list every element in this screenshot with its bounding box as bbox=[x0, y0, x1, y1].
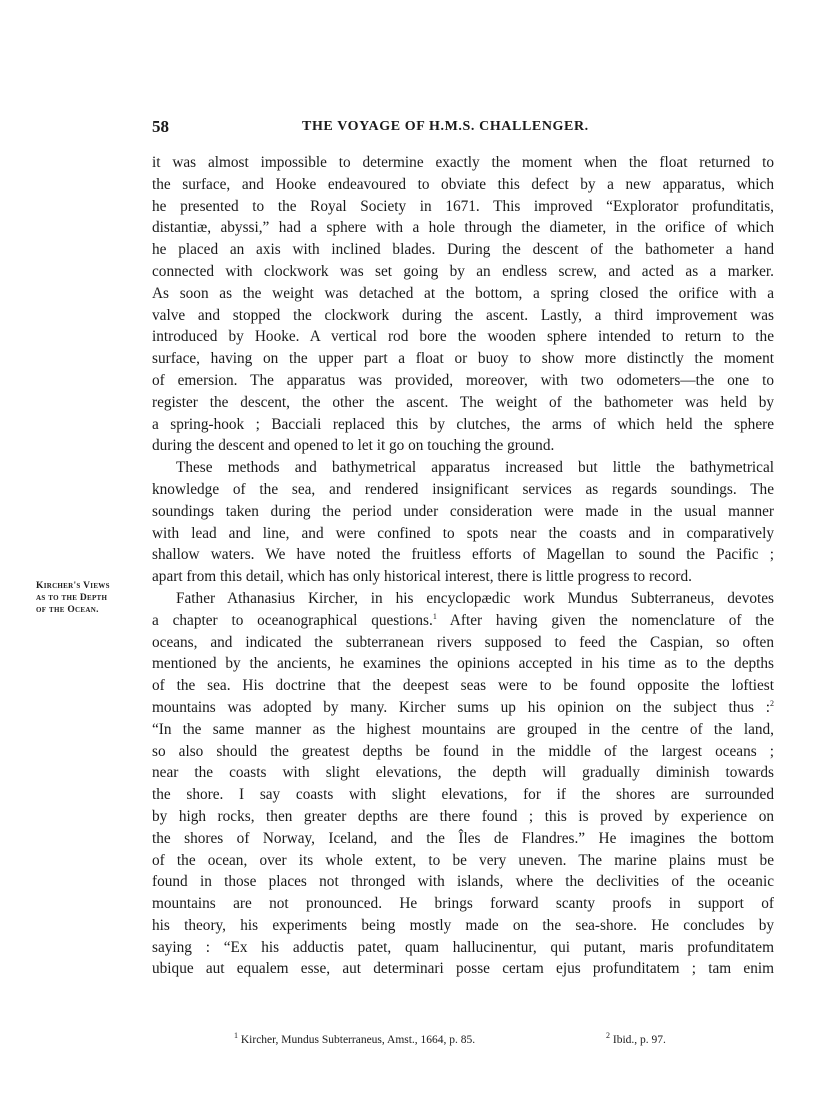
text-run: a chapter to oceanographical questions. bbox=[152, 611, 433, 629]
marginal-note-line: of the Ocean. bbox=[36, 605, 99, 615]
text-line bbox=[152, 697, 774, 719]
footnote-1 bbox=[234, 1031, 476, 1046]
text-line: his theory, his experiments being mostly made on the sea-shore. He concludes by bbox=[152, 916, 774, 934]
text-line: it was almost impossible to determine exactly the moment when the float returned to bbox=[152, 154, 774, 171]
text-line: connected with clockwork was set going by an endless screw, and acted as a marker. bbox=[152, 262, 774, 280]
text-line: he presented to the Royal Society in 1671. This improved “Explorator profunditatis, bbox=[152, 197, 774, 215]
text-line: “In the same manner as the highest mountains are grouped in the centre of the land, bbox=[152, 720, 774, 738]
text-line: valve and stopped the clockwork during the ascent. Lastly, a third improvement was bbox=[152, 306, 774, 324]
text-line: near the coasts with slight elevations, the depth will gradually diminish towards bbox=[152, 764, 774, 782]
footnote-mark: 1 bbox=[234, 1031, 238, 1041]
marginal-note-line: Kircher's Views bbox=[36, 581, 110, 591]
text-line: distantiæ, abyssi,” had a sphere with a hole through the diameter, in the orifice of which bbox=[152, 219, 774, 237]
footnote-text: Ibid., p. 97. bbox=[610, 1034, 666, 1046]
text-line bbox=[152, 610, 774, 632]
text-line: apart from this detail, which has only historical interest, there is little progress to record. bbox=[152, 568, 692, 586]
text-line: register the descent, the other the ascent. The weight of the bathometer was held by bbox=[152, 393, 774, 411]
text-line: shallow waters. We have noted the fruitless efforts of Magellan to sound the Pacific ; bbox=[152, 546, 774, 564]
footnote-2 bbox=[606, 1031, 666, 1046]
text-line: surface, having on the upper part a float or buoy to show more distinctly the moment bbox=[152, 350, 774, 368]
footnote-text: Kircher, Mundus Subterraneus, Amst., 1664, p. 85. bbox=[238, 1034, 476, 1046]
paragraph-1 bbox=[152, 152, 774, 457]
text-line: during the descent and opened to let it go on touching the ground. bbox=[152, 437, 555, 455]
text-line: As soon as the weight was detached at the bottom, a spring closed the orifice with a bbox=[152, 284, 774, 302]
paragraph-3 bbox=[152, 588, 774, 980]
text-line: found in those places not thronged with islands, where the declivities of the oceanic bbox=[152, 873, 774, 891]
paragraph-2 bbox=[152, 457, 774, 588]
text-line: knowledge of the sea, and rendered insignificant services as regards soundings. The bbox=[152, 480, 774, 498]
text-line: the surface, and Hooke endeavoured to obviate this defect by a new apparatus, which bbox=[152, 175, 774, 193]
text-line: Father Athanasius Kircher, in his encyclopædic work Mundus Subterraneus, devotes bbox=[176, 589, 774, 607]
text-line: by high rocks, then greater depths are there found ; this is proved by experience on bbox=[152, 807, 774, 825]
text-line: the shores of Norway, Iceland, and the Îles de Flandres.” He imagines the bottom bbox=[152, 829, 774, 847]
page-number: 58 bbox=[152, 117, 169, 136]
text-run: mountains was adopted by many. Kircher sums up his opinion on the subject thus : bbox=[152, 698, 770, 716]
text-line: of the sea. His doctrine that the deepest seas were to be found opposite the loftiest bbox=[152, 677, 774, 695]
text-line: saying : “Ex his adductis patet, quam hallucinentur, qui putant, maris profunditatem bbox=[152, 938, 774, 956]
running-title: THE VOYAGE OF H.M.S. CHALLENGER. bbox=[302, 119, 589, 134]
footnotes bbox=[152, 1031, 774, 1050]
text-line: soundings taken during the period under consideration were made in the usual manner bbox=[152, 502, 774, 520]
text-line: of emersion. The apparatus was provided, moreover, with two odometers—the one to bbox=[152, 371, 774, 389]
footnote-ref: 2 bbox=[770, 698, 774, 708]
text-line: so also should the greatest depths be found in the middle of the largest oceans ; bbox=[152, 742, 774, 760]
marginal-note-line: as to the Depth bbox=[36, 593, 108, 603]
body-text bbox=[152, 152, 774, 980]
text-line: oceans, and indicated the subterranean rivers supposed to feed the Caspian, so often bbox=[152, 633, 774, 651]
text-run: After having given the nomenclature of the bbox=[436, 611, 774, 629]
text-line: the shore. I say coasts with slight elevations, for if the shores are surrounded bbox=[152, 786, 774, 804]
text-line: of the ocean, over its whole extent, to be very uneven. The marine plains must be bbox=[152, 851, 774, 869]
page-header bbox=[152, 117, 774, 139]
footnote-mark: 2 bbox=[606, 1031, 610, 1041]
text-line: ubique aut equalem esse, aut determinari posse certam ejus profunditatem ; tam enim bbox=[152, 960, 774, 978]
text-line: mountains are not pronounced. He brings forward scanty proofs in support of bbox=[152, 895, 774, 913]
text-line: introduced by Hooke. A vertical rod bore the wooden sphere intended to return to the bbox=[152, 328, 774, 346]
text-line: he placed an axis with inclined blades. During the descent of the bathometer a hand bbox=[152, 241, 774, 259]
text-line: a spring-hook ; Bacciali replaced this by clutches, the arms of which held the sphere bbox=[152, 415, 774, 433]
text-line: with lead and line, and were confined to spots near the coasts and in comparatively bbox=[152, 524, 774, 542]
text-line: These methods and bathymetrical apparatus increased but little the bathymetrical bbox=[176, 459, 774, 477]
footnote-ref: 1 bbox=[432, 611, 437, 621]
text-line: mentioned by the ancients, he examines the opinions accepted in his time as to the depths bbox=[152, 655, 774, 673]
marginal-note bbox=[36, 580, 150, 616]
